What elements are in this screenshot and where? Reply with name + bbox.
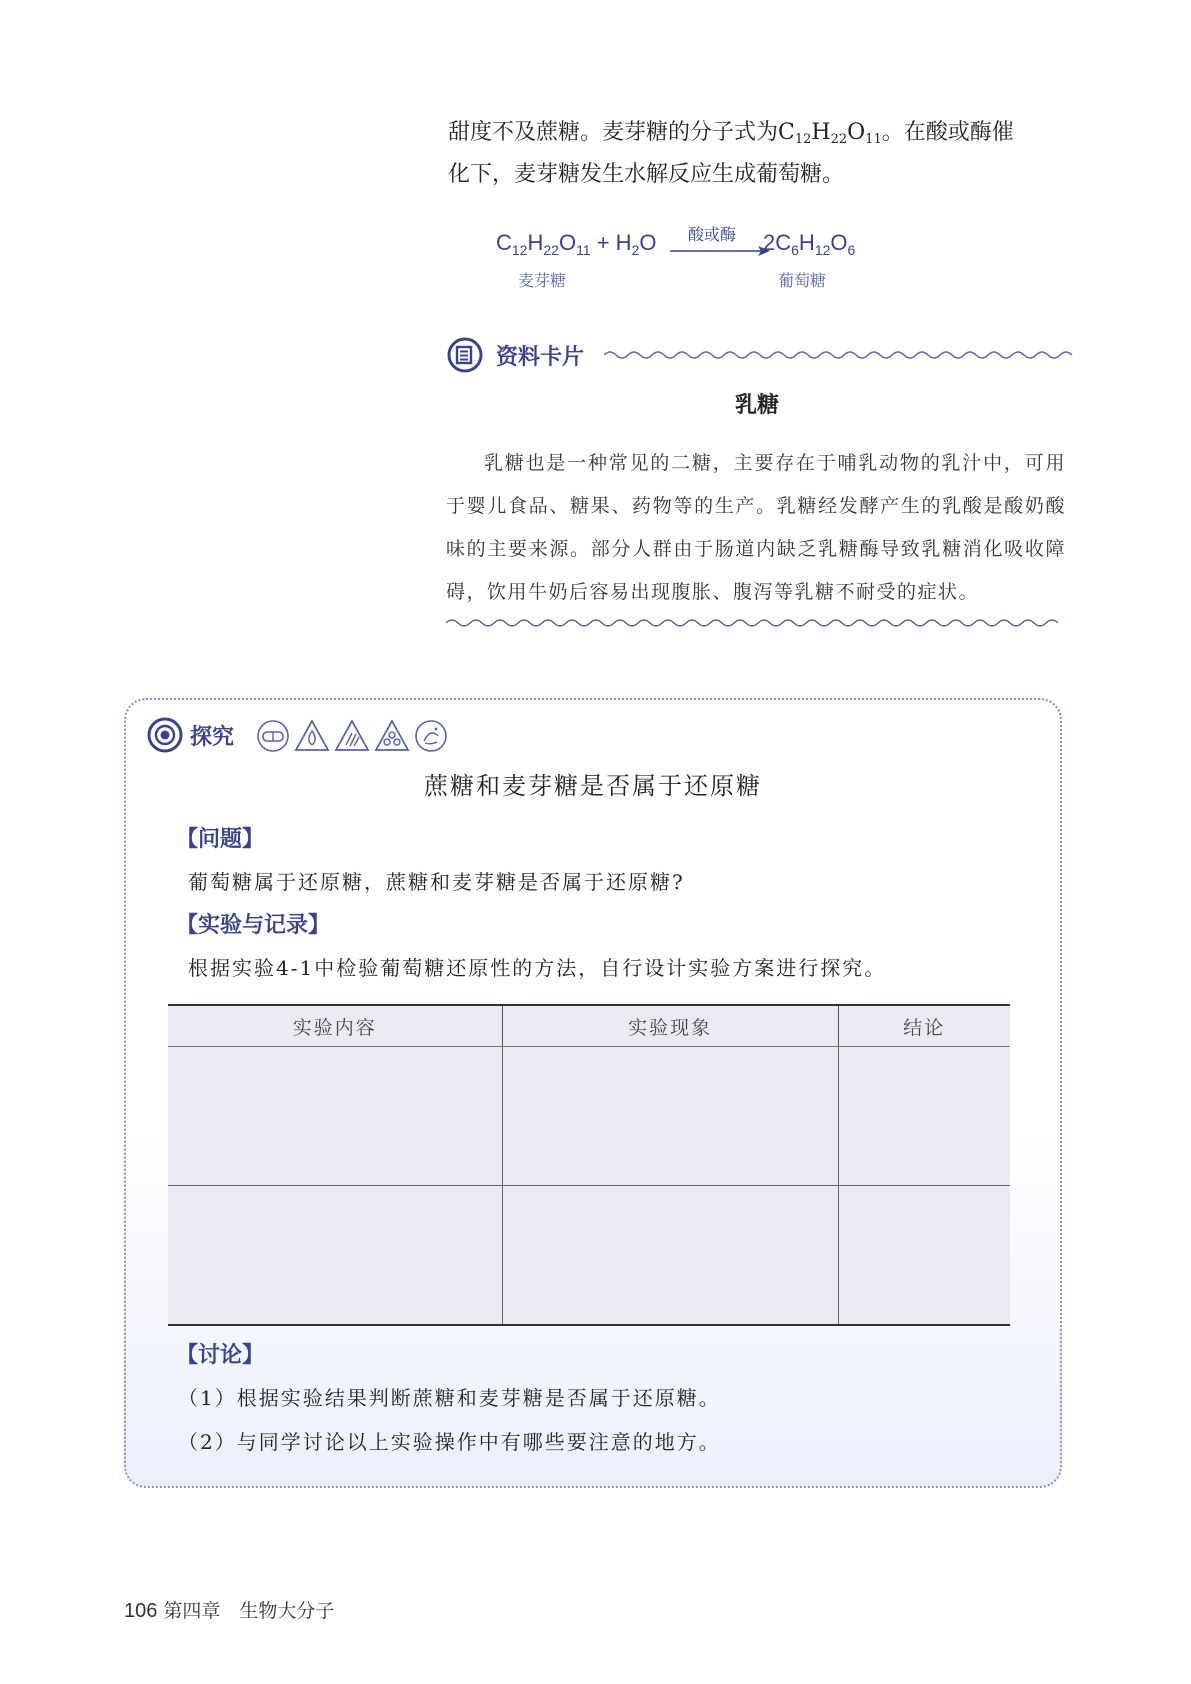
flame-warning-icon — [294, 719, 330, 753]
table-cell — [168, 1047, 502, 1186]
table-header-content: 实验内容 — [168, 1005, 502, 1047]
table-header-row — [168, 1005, 1010, 1047]
experiment-text: 根据实验4-1中检验葡萄糖还原性的方法，自行设计实验方案进行探究。 — [188, 956, 887, 980]
table-row — [168, 1047, 1010, 1186]
info-card-header — [446, 336, 1068, 376]
explore-title: 蔗糖和麦芽糖是否属于还原糖 — [424, 772, 762, 800]
chemical-equation — [480, 222, 900, 292]
question-heading: 【问题】 — [176, 826, 265, 851]
info-card-label: 资料卡片 — [496, 344, 585, 369]
intro-line-2: 化下，麦芽糖发生水解反应生成葡萄糖。 — [448, 162, 845, 187]
goggles-icon — [256, 719, 290, 753]
hand-wash-icon — [414, 719, 448, 753]
explore-header — [146, 716, 646, 756]
intro-paragraph — [448, 112, 1068, 196]
reactant-name: 麦芽糖 — [518, 271, 567, 290]
table-cell — [502, 1186, 838, 1326]
equation-condition: 酸或酶 — [688, 225, 737, 244]
intro-line-1: 甜度不及蔗糖。麦芽糖的分子式为$C_{12}H_{22}O_{11}$。在酸或酶催 — [448, 120, 1014, 147]
question-text: 葡萄糖属于还原糖，蔗糖和麦芽糖是否属于还原糖? — [188, 870, 685, 894]
experiment-table — [168, 1004, 1010, 1326]
experiment-heading: 【实验与记录】 — [176, 912, 331, 937]
info-card-body: 乳糖也是一种常见的二糖，主要存在于哺乳动物的乳汁中，可用于婴儿食品、糖果、药物等的生产。乳糖经发酵产生的乳酸是酸奶酸味的主要来源。部分人群由于肠道内缺乏乳糖酶导致乳糖消化吸收障碍，饮用牛奶后容易出现腹胀、腹泻等乳糖不耐受的症状。 — [446, 452, 1066, 603]
hot-surface-warning-icon — [334, 719, 370, 753]
page-number: 106 — [124, 1600, 158, 1622]
table-row — [168, 1186, 1010, 1326]
target-icon — [146, 716, 184, 754]
product-name: 葡萄糖 — [778, 271, 827, 290]
equation-products: $2C_6H_{12}O_6$ — [763, 230, 856, 258]
table-cell — [502, 1047, 838, 1186]
table-cell — [168, 1186, 502, 1326]
wavy-divider-bottom — [446, 616, 1066, 630]
discussion-heading: 【讨论】 — [176, 1342, 265, 1367]
equation-reactants: $C_{12}H_{22}O_{11} + H_2O$ — [496, 230, 657, 258]
page-footer — [124, 1596, 334, 1623]
discussion-item-1: （1）根据实验结果判断蔗糖和麦芽糖是否属于还原糖。 — [178, 1386, 721, 1410]
table-header-conclusion: 结论 — [838, 1005, 1010, 1047]
document-lines-icon — [446, 336, 486, 376]
explore-label: 探究 — [190, 724, 235, 749]
reaction-arrow-icon — [670, 244, 770, 258]
chapter-name: 第四章 生物大分子 — [163, 1600, 335, 1622]
table-cell — [838, 1186, 1010, 1326]
fan-warning-icon — [374, 719, 410, 753]
table-header-phenomenon: 实验现象 — [502, 1005, 838, 1047]
discussion-item-2: （2）与同学讨论以上实验操作中有哪些要注意的地方。 — [178, 1430, 721, 1454]
wavy-divider-top — [604, 348, 1074, 362]
info-card-title: 乳糖 — [734, 392, 779, 417]
table-cell — [838, 1047, 1010, 1186]
